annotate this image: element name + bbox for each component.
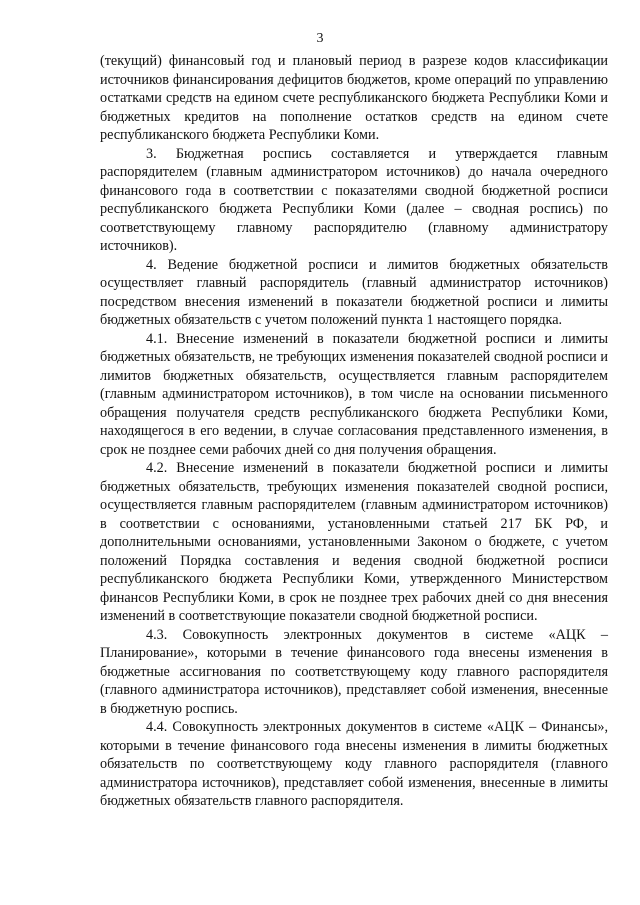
document-body	[100, 52, 608, 811]
paragraph-item-4-3: 4.3. Совокупность электронных документов в системе «АЦК – Планирование», которыми в течение финансового года внесены изменения в бюджетные ассигнования по соответствующему коду главного распорядителя (главного администратора источников), представляет собой изменения, внесенные в бюджетную роспись.	[100, 626, 608, 717]
paragraph-item-3: 3. Бюджетная роспись составляется и утверждается главным распорядителем (главным администратором источников) до начала очередного финансового года в соответствии с показателями сводной бюджетной росписи республиканского бюджета Республики Коми (далее – сводная роспись) по соответствующему главному распорядителю (главному администратору источников).	[100, 145, 608, 254]
paragraph-item-4-2: 4.2. Внесение изменений в показатели бюджетной росписи и лимиты бюджетных обязательств, требующих изменения показателей сводной росписи, осуществляется главным распорядителем (главным администратором источников) в соответствии с основаниями, установленными статьей 217 БК РФ, и дополнительными основаниями, установленными Законом о бюджете, с учетом положений Порядка составления и ведения сводной бюджетной росписи республиканского бюджета Республики Коми, утвержденного Министерством финансов Республики Коми, в срок не позднее трех рабочих дней со дня внесения изменений в соответствующие показатели сводной бюджетной росписи.	[100, 460, 608, 624]
page-number: 3	[316, 31, 324, 46]
paragraph-item-4: 4. Ведение бюджетной росписи и лимитов бюджетных обязательств осуществляет главный распорядитель (главный администратор источников) посредством внесения изменений в показатели бюджетной росписи и лимиты бюджетных обязательств с учетом положений пункта 1 настоящего порядка.	[100, 256, 608, 328]
paragraph-item-4-4: 4.4. Совокупность электронных документов в системе «АЦК – Финансы», которыми в течение финансового года внесены изменения в лимиты бюджетных обязательств по соответствующему коду главного распорядителя (главного администратора источников), представляет собой изменения, внесенные в лимиты бюджетных обязательств главного распорядителя.	[100, 719, 608, 809]
paragraph-item-4-1: 4.1. Внесение изменений в показатели бюджетной росписи и лимиты бюджетных обязательств, не требующих изменения показателей сводной росписи и лимитов бюджетных обязательств, осуществляется главным распорядителем (главным администратором источников), в том числе на основании письменного обращения получателя средств республиканского бюджета Республики Коми, находящегося в его ведении, в случае согласования представленного изменения, в срок не позднее семи рабочих дней со дня получения обращения.	[100, 330, 608, 458]
paragraph-continuation: (текущий) финансовый год и плановый период в разрезе кодов классификации источников финансирования дефицитов бюджетов, кроме операций по управлению остатками средств на едином счете республиканского бюджета Республики Коми и бюджетных кредитов на пополнение остатков средств на едином счете республиканского бюджета Республики Коми.	[100, 53, 608, 143]
